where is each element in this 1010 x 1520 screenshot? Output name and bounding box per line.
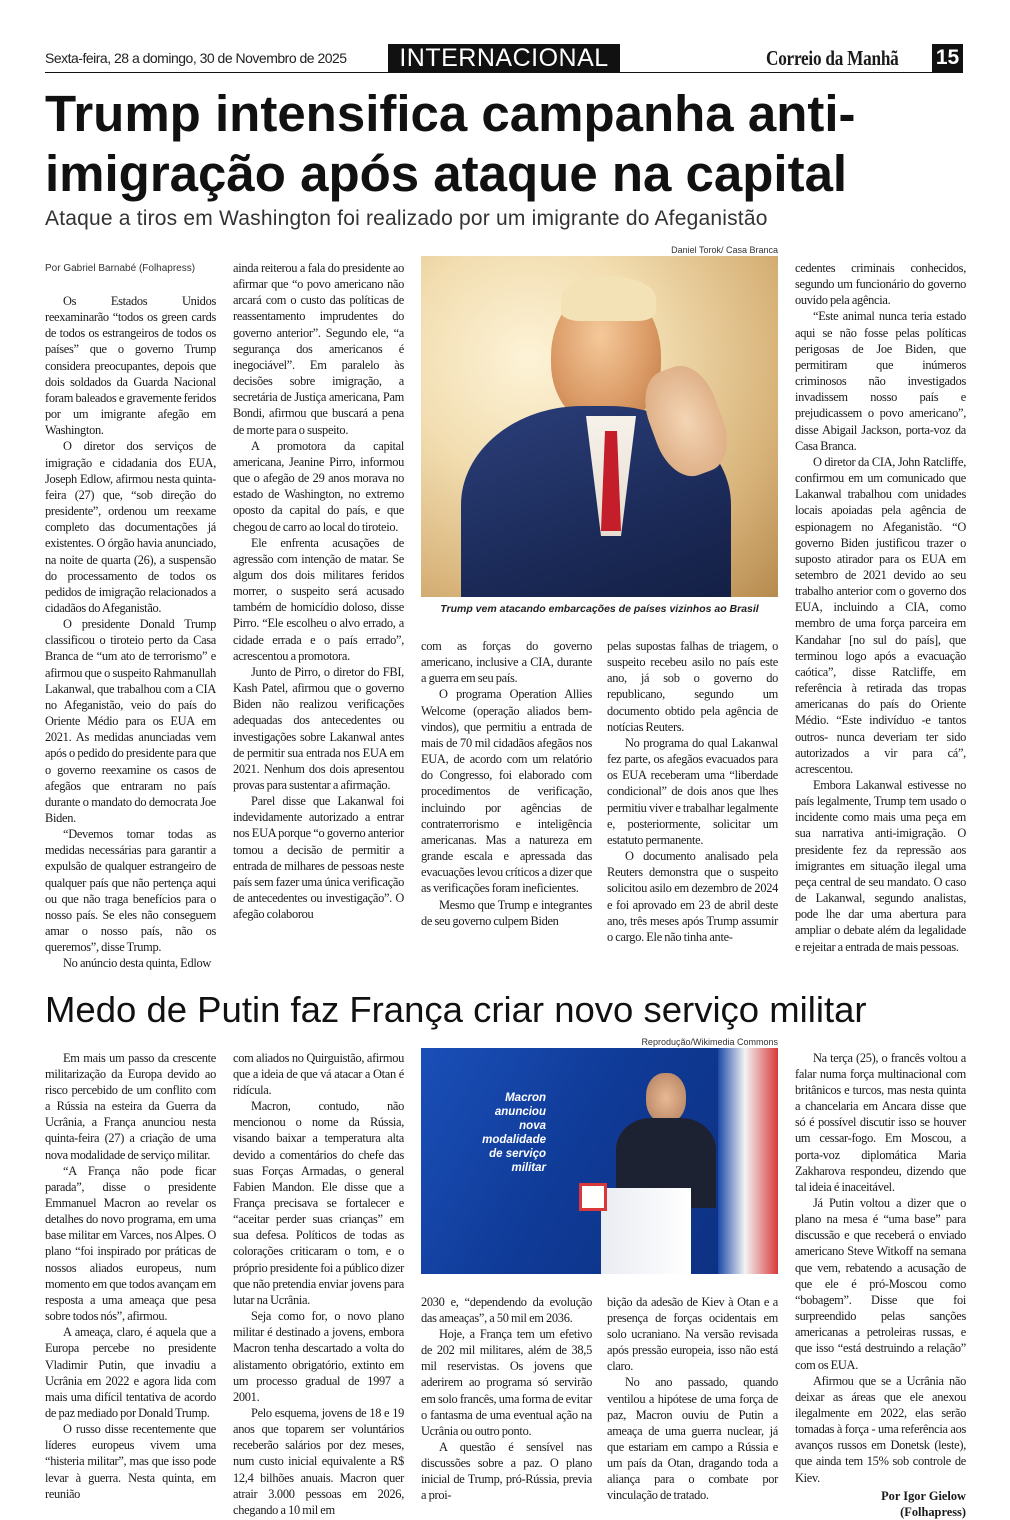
article-paragraph: com aliados no Quirguistão, afirmou que a ideia de que vá atacar a Otan é ridícula. <box>233 1050 404 1097</box>
article-paragraph: ainda reiterou a fala do presidente ao afirmar que “o povo americano não arcará com o custo das políticas de reassentamento imprudentes do governo anterior”. Segundo ele, “a segurança dos americanos é inegociável”. Em paralelo às decisões sobre imigração, a secretária de Justiça americana, Pam Bondi, afirmou que buscará a pena de morte para o suspeito. <box>233 261 404 437</box>
photo-credit: Daniel Torok/ Casa Branca <box>671 245 778 255</box>
trump-photo <box>421 256 778 597</box>
article-paragraph: O diretor da CIA, John Ratcliffe, confirmou em um comunicado que Lakanwal trabalhou com unidades locais apoiadas pela agência de espionagem no Afeganistão. “O governo Biden justificou trazer o suposto atirador para os EUA em setembro de 2021 devido ao seu trabalho anterior com o governo dos EUA, incluindo a CIA, como membro de uma força parceira em Kandahar [no sul do país], que terminou logo após a evacuação caótica”, disse Ratcliffe, em referência à retirada das tropas americanas do país do Oriente Médio. “Este indivíduo -e tantos outros- nunca deveriam ter sido autorizados a vir para cá”, acrescentou. <box>795 454 966 776</box>
article-paragraph: Ele enfrenta acusações de agressão com intenção de matar. Se algum dos dois militares feridos morrer, o suspeito será acusado também de homicídio doloso, disse Pirro. “Ele escolheu o alvo errado, a cidade errada e o país errado”, acrescentou a promotora. <box>233 535 404 663</box>
article-paragraph: Na terça (25), o francês voltou a falar numa força multinacional com britânicos e turcos, mas nesta quinta a chancelaria em Ancara disse que só é possível discutir isso se houver um cessar-fogo. Em Moscou, a porta-voz diplomática Maria Zakharova respondeu, dizendo que tal ideia é inaceitável. <box>795 1050 966 1194</box>
article-paragraph: O presidente Donald Trump classificou o tiroteio perto da Casa Branca de “um ato de terrorismo” e afirmou que o suspeito Rahmanullah Lakanwal, que trabalhou com a CIA no Afeganistão, veio do país do Oriente Médio para os EUA em 2021. As medidas anunciadas vem após o pedido do presidente para que o governo reexamine os casos de afegãos que entraram no país durante o mandato do democrata Joe Biden. <box>45 617 216 825</box>
article-paragraph: Em mais um passo da crescente militarização da Europa devido ao risco percebido de um conflito com a Rússia na esteira da Guerra da Ucrânia, a França anunciou nesta quinta-feira (27) a criação de uma nova modalidade de serviço militar. <box>45 1050 216 1162</box>
article2-column-2 <box>233 1036 404 1519</box>
article1-column-4 <box>607 638 778 945</box>
article2-byline <box>795 1488 966 1520</box>
page-number: 15 <box>932 44 963 72</box>
article-paragraph: O programa Operation Allies Welcome (operação aliados bem-vindos), que permitiu a entrada de mais de 70 mil cidadãos afegãos nos EUA, de acordo com um relatório do Congresso, foi elaborado com procedimentos de verificação, incluindo por agências de contraterrorismo e inteligência americanas. Mas a natureza em grande escala e apressada das evacuações levou críticos a dizer que as verificações foram ineficientes. <box>421 687 592 896</box>
article2-column-5 <box>795 1050 966 1486</box>
article-paragraph: “A França não pode ficar parada”, disse o presidente Emmanuel Macron ao revelar os detalhes do novo programa, em uma base militar em Varces, nos Alpes. O plano “foi inspirado por práticas de nossos aliados europeus, num momento em que todos avançam em resposta a uma ameaça que pesa sobre todos nós”, afirmou. <box>45 1163 216 1324</box>
article2-body <box>45 1036 965 1520</box>
page-body <box>45 244 965 1520</box>
article-paragraph: Junto de Pirro, o diretor do FBI, Kash Patel, afirmou que o governo Biden não realizou verificações adequadas dos antecedentes ou investigações sobre Lakanwal antes de permitir sua entrada nos EUA em 2021. Nenhum dos dois apresentou provas para sustentar a afirmação. <box>233 664 404 792</box>
article-paragraph: Macron, contudo, não mencionou o nome da Rússia, visando baixar a temperatura alta devido a comentários do chefe das suas Forças Armadas, o general Fabien Mandon. Ele disse que a França precisava se fortalecer e “aceitar perder suas crianças” em sua defesa. Políticos de todas as colorações criticaram o tom, e o próprio presidente foi a público dizer que não pretendia enviar jovens para lutar na Ucrânia. <box>233 1099 404 1307</box>
article2-photo-area <box>421 1036 778 1504</box>
article-paragraph: Embora Lakanwal estivesse no país legalmente, Trump tem usado o incidente como mais uma peça em sua narrativa anti-imigração. O presidente fez da repressão aos imigrantes em situação ilegal uma peça central de seu mandato. O caso de Lakanwal, segundo analistas, pode lhe dar uma abertura para ampliar o debate além da legalidade e rejeitar a entrada de mais pessoas. <box>795 778 966 954</box>
article-paragraph: “Devemos tomar todas as medidas necessárias para garantir a expulsão de qualquer estrangeiro de qualquer país que não pertença aqui ou que não traga benefícios para o nosso país. Se eles não conseguem amar o nosso país, não os queremos”, disse Trump. <box>45 827 216 955</box>
article2-column-5-wrap <box>795 1036 966 1520</box>
headline-line: Trump intensifica campanha anti- <box>45 85 856 142</box>
article2-under-photo-columns <box>421 1294 778 1504</box>
article1-body <box>45 244 965 972</box>
article1-byline: Por Gabriel Barnabé (Folhapress) <box>45 263 196 274</box>
article-paragraph: Afirmou que se a Ucrânia não deixar as áreas que ele anexou ilegalmente em 2022, elas serão tomadas à força - uma referência aos avanços russos em Donetsk (leste), que ainda tem 15% sob controle de Kiev. <box>795 1373 966 1485</box>
header-divider <box>45 72 963 73</box>
article-paragraph: A questão é sensível nas discussões sobre a paz. O plano inicial de Trump, pró-Rússia, previa a proi- <box>421 1439 592 1503</box>
article-paragraph: O russo disse recentemente que líderes europeus vivem uma “histeria militar”, mas que isso pode levar à guerra. Nesta quinta, em reunião <box>45 1422 216 1501</box>
article-paragraph: O diretor dos serviços de imigração e cidadania dos EUA, Joseph Edlow, afirmou nesta quinta-feira (27) que, “sob direção do presidente”, ordenou um reexame completo das documentações já existentes. O órgão havia anunciado, na noite de quarta (26), a suspensão do processamento de todos os pedidos de imigração relacionados a cidadãos do Afeganistão. <box>45 439 216 615</box>
article-paragraph: Seja como for, o novo plano militar é destinado a jovens, embora Macron tenha descartado a volta do alistamento obrigatório, extinto em um processo gradual de 1997 a 2001. <box>233 1309 404 1404</box>
article-paragraph: No anúncio desta quinta, Edlow <box>63 956 212 971</box>
article1-photo-area <box>421 244 778 945</box>
article1-headline <box>45 84 856 204</box>
author-name: Por Igor Gielow <box>881 1488 966 1503</box>
article-paragraph: Os Estados Unidos reexaminarão “todos os green cards de todos os estrangeiros de todos os países” que o governo Trump considera preocupantes, depois que dois soldados da Guarda Nacional foram baleados e gravemente feridos por um imigrante afegão em Washington. <box>45 294 216 438</box>
article1-column-5 <box>795 244 966 955</box>
article-paragraph: cedentes criminais conhecidos, segundo um funcionário do governo ouvido pela agência. <box>795 261 966 308</box>
article-paragraph: Parel disse que Lakanwal foi indevidamente autorizado a entrar nos EUA porque “o governo anterior tomou a decisão de permitir a entrada de milhares de pessoas neste país sem fazer uma única verificação de antecedentes ou investigação”. O afegão colaborou <box>233 794 404 922</box>
overlay-line: Macron <box>505 1091 546 1104</box>
article1-subtitle: Ataque a tiros em Washington foi realizado por um imigrante do Afeganistão <box>45 207 768 230</box>
article-paragraph: Já Putin voltou a dizer que o plano na mesa é “uma base” para discussão e que receberá o enviado americano Steve Witkoff na semana que vem, rebatendo a acusação de que ele é pró-Moscou como “bobagem”. Disse que foi surpreendido pelas sanções americanas a petroleiras russas, e que isso “está destruindo a relação” com os EUA. <box>795 1195 966 1372</box>
photo-credit: Reprodução/Wikimedia Commons <box>641 1036 778 1047</box>
headline-line: imigração após ataque na capital <box>45 145 848 202</box>
article1-under-photo-columns <box>421 638 778 945</box>
edition-date: Sexta-feira, 28 a domingo, 30 de Novembro de 2025 <box>45 50 347 66</box>
article-paragraph: Pelo esquema, jovens de 18 e 19 anos que toparem ser voluntários receberão salários por dez meses, num custo inicial equivalente a R$ 12,4 bilhões anuais. Macron quer atrair 3.000 pessoas em 2026, chegando a 10 mil em <box>233 1406 404 1517</box>
article-paragraph: com as forças do governo americano, inclusive a CIA, durante a guerra em seu país. <box>421 639 592 686</box>
article-paragraph: Hoje, a França tem um efetivo de 202 mil militares, além de 38,5 mil reservistas. Os jovens que aderirem ao programa só servirão em solo francês, uma forma de evitar o fantasma de uma eventual ação na Ucrânia ou outro ponto. <box>421 1326 592 1438</box>
article-paragraph: A ameaça, claro, é aquela que a Europa percebe no presidente Vladimir Putin, que invadiu a Ucrânia em 2022 e agora lida com mais uma difícil tentativa de acordo de paz mediado por Donald Trump. <box>45 1325 216 1420</box>
article-paragraph: bição da adesão de Kiev à Otan e a presença de forças ocidentais em solo ucraniano. Na versão revisada após pressão europeia, isso não está claro. <box>607 1294 778 1374</box>
overlay-line: militar <box>511 1161 546 1174</box>
article2-headline: Medo de Putin faz França criar novo serviço militar <box>45 988 867 1030</box>
author-agency: (Folhapress) <box>900 1504 966 1519</box>
overlay-line: nova <box>519 1119 546 1132</box>
overlay-line: modalidade <box>482 1133 546 1146</box>
article-paragraph: No programa do qual Lakanwal fez parte, os afegãos evacuados para os EUA receberam uma “liberdade condicional” de dois anos que lhes permitiu viver e trabalhar legalmente e, posteriormente, solicitar um estatuto permanente. <box>607 735 779 847</box>
overlay-line: anunciou <box>494 1105 546 1118</box>
article-paragraph: A promotora da capital americana, Jeanine Pirro, informou que o afegão de 29 anos morava no estado de Washington, no extremo oposto da capital do país, e que chegou de carro ao local do tiroteio. <box>233 438 404 534</box>
overlay-line: de serviço <box>489 1147 546 1160</box>
photo-caption: Trump vem atacando embarcações de países vizinhos ao Brasil <box>440 603 759 615</box>
article-paragraph: pelas supostas falhas de triagem, o suspeito recebeu asilo no país este ano, já sob o governo do republicano, segundo um documento obtido pela agência de notícias Reuters. <box>607 639 778 734</box>
article2-column-1 <box>45 1036 216 1502</box>
newspaper-logo: Correio da Manhã <box>766 46 899 70</box>
article-paragraph: No ano passado, quando ventilou a hipótese de uma força de paz, Macron ouviu de Putin a ameaça de uma guerra nuclear, já que estariam em campo a Rússia e um país da Otan, dragando toda a aliança para o combate por vinculação de tratado. <box>607 1375 778 1503</box>
article1-column-1-wrap <box>45 244 216 972</box>
article-paragraph: O documento analisado pela Reuters demonstra que o suspeito solicitou asilo em dezembro de 2024 e foi aprovado em 23 de abril deste ano, três meses após Trump assumir o cargo. Ele não tinha ante- <box>607 849 778 944</box>
article1-column-3 <box>421 638 592 945</box>
section-title: INTERNACIONAL <box>388 44 620 72</box>
photo-overlay-text <box>482 1091 546 1175</box>
article1-column-1 <box>45 293 216 972</box>
article1-column-2 <box>233 244 404 922</box>
macron-photo <box>421 1048 778 1274</box>
article2-column-4 <box>607 1294 778 1504</box>
article2-column-3 <box>421 1294 592 1504</box>
article-paragraph: Mesmo que Trump e integrantes de seu governo culpem Biden <box>421 897 592 928</box>
article-paragraph: “Este animal nunca teria estado aqui se não fosse pelas políticas perigosas de Joe Biden, que permitiram que inúmeros criminosos não investigados invadissem nosso país e prejudicassem o povo americano”, disse Abigail Jackson, porta-voz da Casa Branca. <box>795 309 966 453</box>
article-paragraph: 2030 e, “dependendo da evolução das ameaças”, a 50 mil em 2036. <box>421 1294 592 1325</box>
